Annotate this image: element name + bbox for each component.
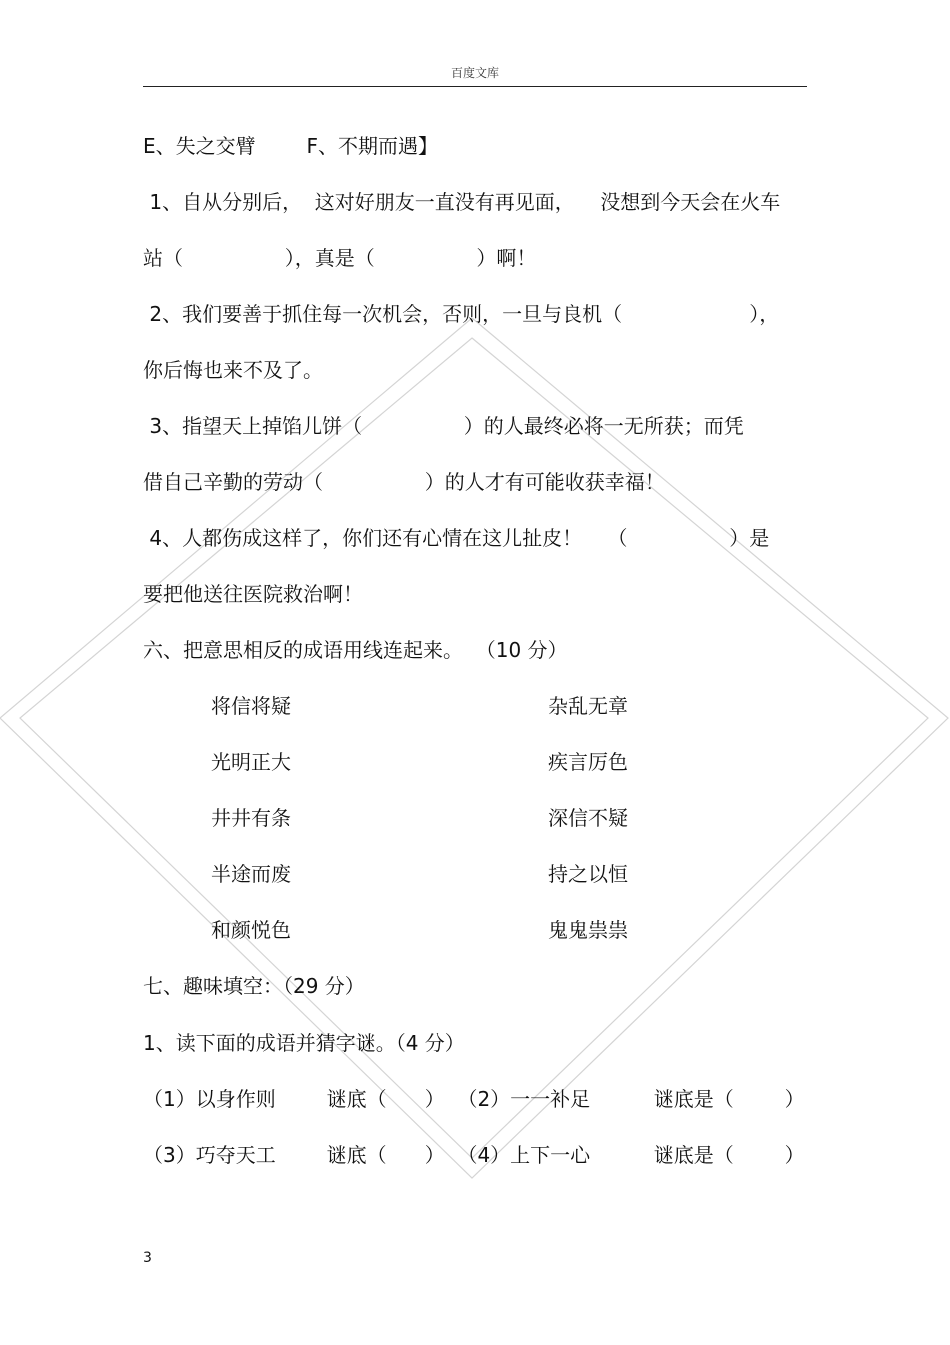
idiom-right: 持之以恒	[548, 862, 628, 886]
idiom-right: 杂乱无章	[548, 694, 628, 718]
question-4-line-1: 4、人都伤成这样了，你们还有心情在这儿扯皮！ （ ）是	[143, 526, 770, 550]
section-6-heading: 六、把意思相反的成语用线连起来。 （10 分）	[143, 638, 568, 662]
riddle-instruction: 1、读下面的成语并猜字谜。（4 分）	[143, 1031, 465, 1055]
idiom-left: 光明正大	[211, 750, 291, 774]
idiom-right: 鬼鬼祟祟	[548, 918, 628, 942]
idiom-left: 井井有条	[211, 806, 291, 830]
idiom-right: 深信不疑	[548, 806, 628, 830]
question-1-line-1: 1、自从分别后， 这对好朋友一直没有再见面， 没想到今天会在火车	[143, 190, 781, 214]
riddle-row-2: （3）巧夺天工 谜底（ ） （4）上下一心 谜底是（ ）	[143, 1143, 805, 1167]
idiom-right: 疾言厉色	[548, 750, 628, 774]
option-line-ef: E、失之交臂 F、不期而遇】	[143, 134, 438, 158]
question-2-line-2: 你后悔也来不及了。	[143, 358, 323, 382]
question-4-line-2: 要把他送往医院救治啊！	[143, 582, 363, 606]
question-1-line-2: 站（ ），真是（ ）啊！	[143, 246, 537, 270]
question-3-line-1: 3、指望天上掉馅儿饼（ ）的人最终必将一无所获；而凭	[143, 414, 744, 438]
idiom-left: 半途而废	[211, 862, 291, 886]
question-2-line-1: 2、我们要善于抓住每一次机会，否则，一旦与良机（ ），	[143, 302, 780, 326]
header-divider	[143, 86, 807, 87]
idiom-left: 和颜悦色	[211, 918, 291, 942]
page-header: 百度文库	[450, 66, 499, 80]
question-3-line-2: 借自己辛勤的劳动（ ）的人才有可能收获幸福！	[143, 470, 665, 494]
section-7-heading: 七、趣味填空：（29 分）	[143, 974, 365, 998]
page-number: 3	[143, 1250, 152, 1266]
riddle-row-1: （1）以身作则 谜底（ ） （2）一一补足 谜底是（ ）	[143, 1087, 805, 1111]
idiom-left: 将信将疑	[211, 694, 291, 718]
